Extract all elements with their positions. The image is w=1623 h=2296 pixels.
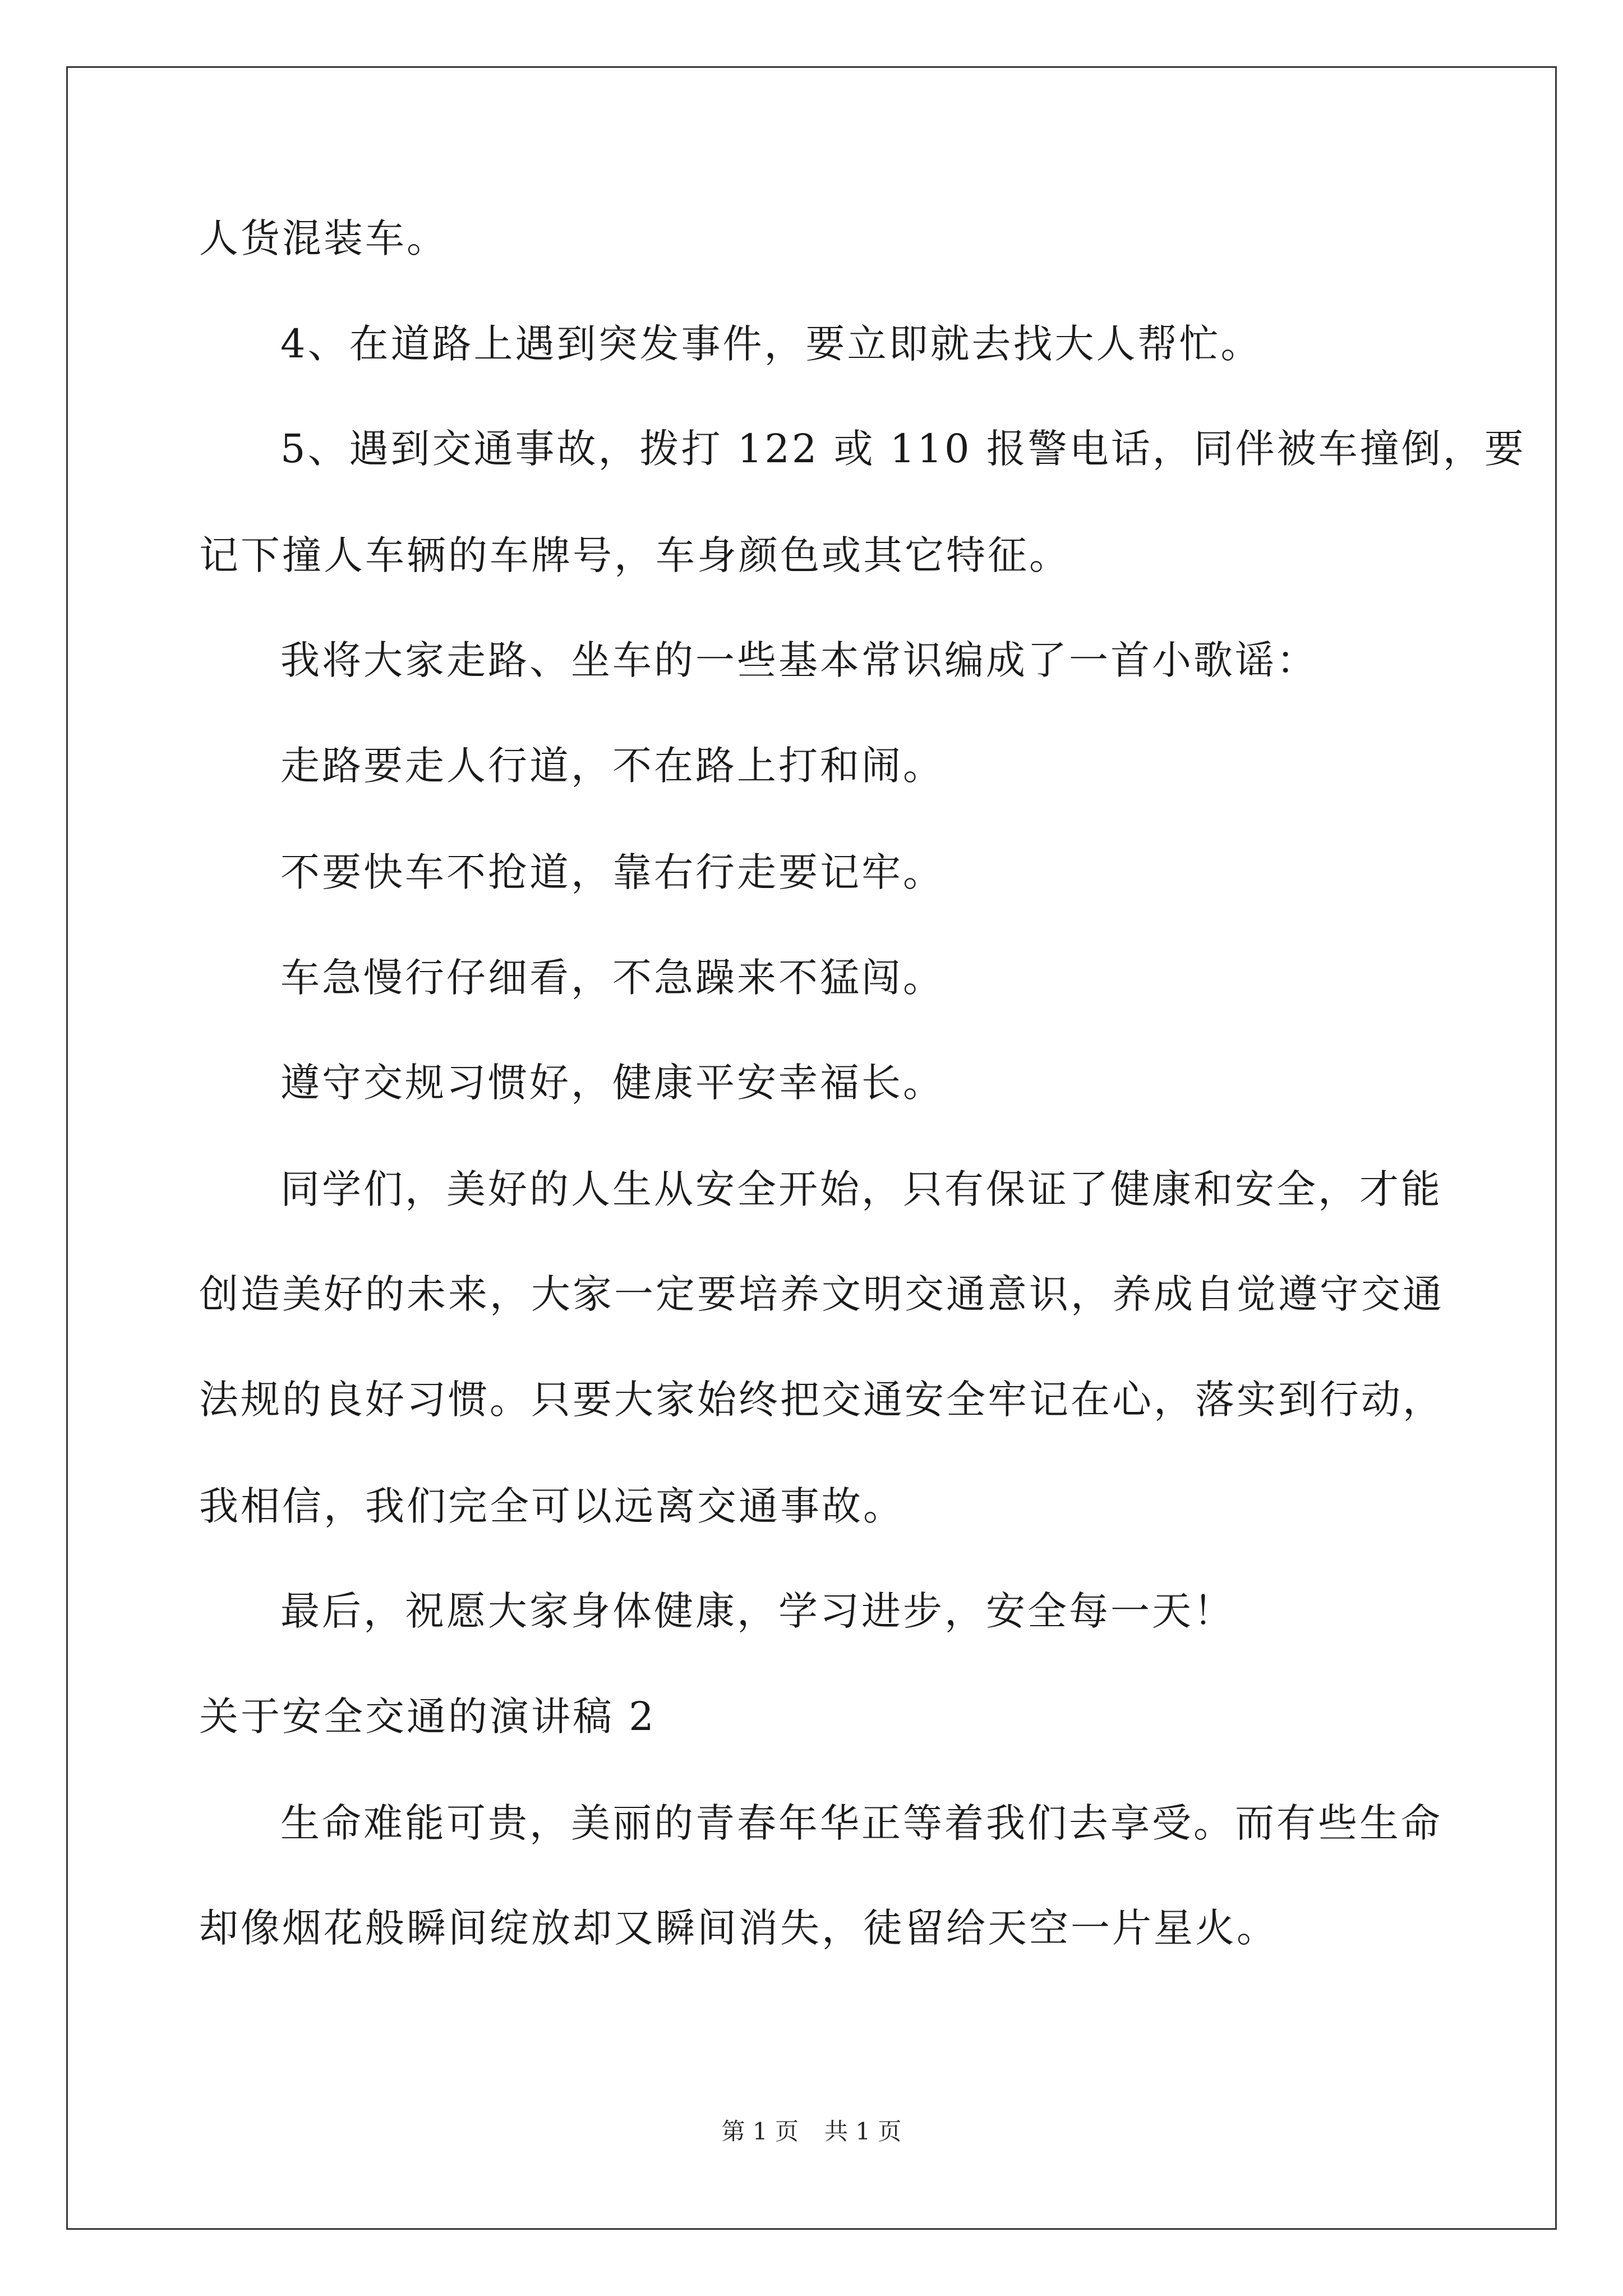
section-heading: 关于安全交通的演讲稿 2 [199,1694,656,1740]
text-line: 却像烟花般瞬间绽放却又瞬间消失，徒留给天空一片星火。 [199,1905,1278,1951]
text-line: 车急慢行仔细看，不急躁来不猛闯。 [280,955,944,1001]
page-total: 共 1 页 [824,2118,902,2145]
text-line: 生命难能可贵，美丽的青春年华正等着我们去享受。而有些生命 [280,1800,1442,1846]
text-line: 我将大家走路、坐车的一些基本常识编成了一首小歌谣： [280,637,1318,683]
text-line: 遵守交规习惯好，健康平安幸福长。 [280,1060,944,1106]
text-line: 走路要走人行道，不在路上打和闹。 [280,743,944,789]
text-line: 创造美好的未来，大家一定要培养文明交通意识，养成自觉遵守交通 [199,1271,1444,1317]
text-line: 我相信，我们完全可以远离交通事故。 [199,1483,905,1529]
text-line: 人货混装车。 [199,215,448,261]
text-line: 不要快车不抢道，靠右行走要记牢。 [280,849,944,895]
page-footer [0,2115,1623,2148]
text-line: 最后，祝愿大家身体健康，学习进步，安全每一天！ [280,1588,1235,1634]
text-line: 法规的良好习惯。只要大家始终把交通安全牢记在心，落实到行动， [199,1377,1444,1423]
text-line: 4、在道路上遇到突发事件，要立即就去找大人帮忙。 [280,321,1262,367]
text-line: 5、遇到交通事故，拨打 122 或 110 报警电话，同伴被车撞倒，要 [280,426,1526,472]
page-number: 第 1 页 [721,2118,799,2145]
text-line: 记下撞人车辆的车牌号，车身颜色或其它特征。 [199,532,1071,578]
text-line: 同学们，美好的人生从安全开始，只有保证了健康和安全，才能 [280,1166,1442,1212]
